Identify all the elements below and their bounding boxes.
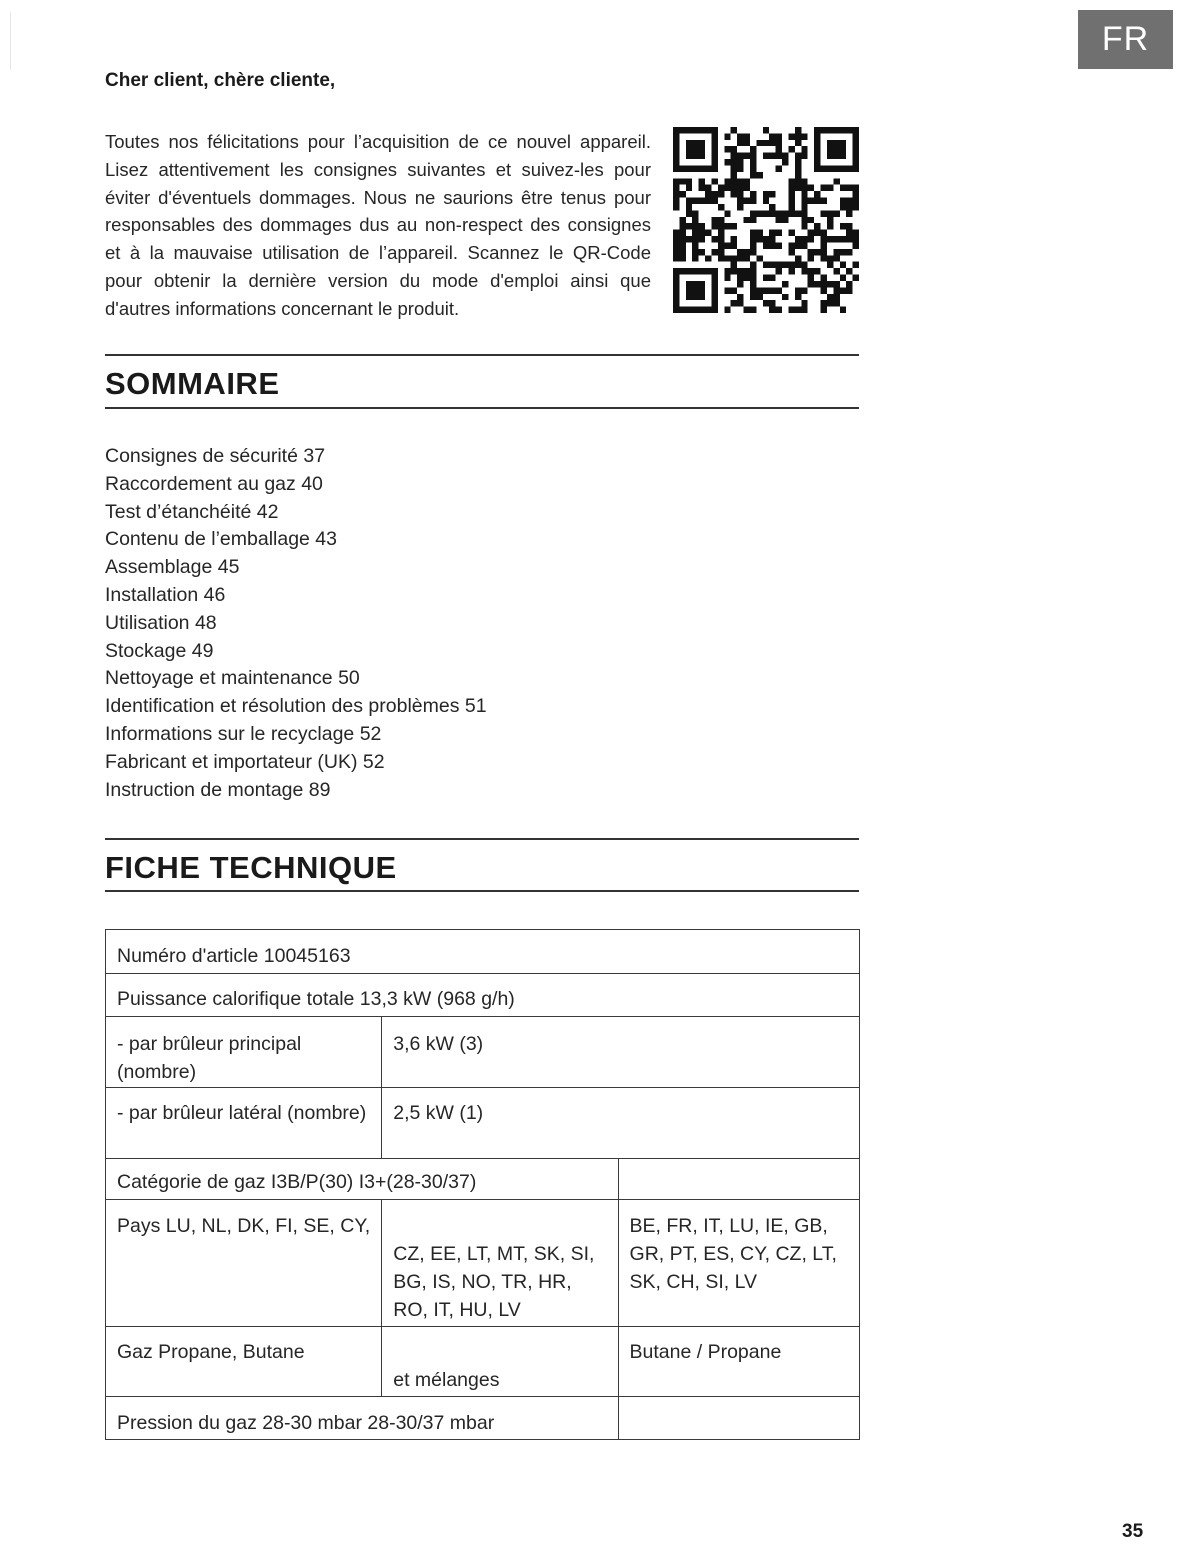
table-cell: Puissance calorifique totale 13,3 kW (968 g/h) bbox=[106, 974, 860, 1017]
toc-item[interactable]: Identification et résolution des problèmes 51 bbox=[105, 695, 487, 718]
table-row bbox=[106, 930, 860, 974]
toc-title: SOMMAIRE bbox=[105, 366, 280, 401]
language-badge: FR bbox=[1078, 10, 1173, 69]
table-cell: Catégorie de gaz I3B/P(30) I3+(28-30/37) bbox=[106, 1159, 619, 1200]
page-number: 35 bbox=[1122, 1521, 1144, 1542]
table-row bbox=[106, 1397, 860, 1440]
table-cell: Butane / Propane bbox=[618, 1327, 859, 1397]
table-row bbox=[106, 974, 860, 1017]
specs-table bbox=[105, 929, 860, 1440]
qr-code-icon[interactable] bbox=[672, 127, 860, 313]
table-cell: Pays LU, NL, DK, FI, SE, CY, bbox=[106, 1200, 382, 1327]
toc-item[interactable]: Test d’étanchéité 42 bbox=[105, 500, 279, 523]
toc-item[interactable]: Consignes de sécurité 37 bbox=[105, 445, 326, 467]
toc-item[interactable]: Raccordement au gaz 40 bbox=[105, 472, 323, 495]
greeting: Cher client, chère cliente, bbox=[105, 70, 336, 91]
table-cell: 3,6 kW (3) bbox=[382, 1017, 860, 1088]
specs-title: FICHE TECHNIQUE bbox=[105, 850, 397, 885]
toc-item[interactable]: Fabricant et importateur (UK) 52 bbox=[105, 750, 385, 773]
toc-item[interactable]: Instruction de montage 89 bbox=[105, 778, 331, 801]
table-row bbox=[106, 1017, 860, 1088]
divider bbox=[105, 890, 859, 892]
toc-item[interactable]: Stockage 49 bbox=[105, 639, 214, 662]
table-cell: et mélanges bbox=[382, 1327, 618, 1397]
toc-item[interactable]: Utilisation 48 bbox=[105, 611, 217, 634]
table-cell: - par brûleur latéral (nombre) bbox=[106, 1088, 382, 1159]
table-row bbox=[106, 1200, 860, 1327]
divider bbox=[105, 838, 859, 840]
table-cell: BE, FR, IT, LU, IE, GB, GR, PT, ES, CY, CZ, LT, SK, CH, SI, LV bbox=[618, 1200, 859, 1327]
toc-item[interactable]: Assemblage 45 bbox=[105, 556, 240, 579]
table-row bbox=[106, 1159, 860, 1200]
table-cell bbox=[618, 1397, 859, 1440]
table-cell bbox=[618, 1159, 859, 1200]
table-cell: Numéro d'article 10045163 bbox=[106, 930, 860, 974]
toc-item[interactable]: Installation 46 bbox=[105, 583, 226, 606]
table-row bbox=[106, 1327, 860, 1397]
table-cell: 2,5 kW (1) bbox=[382, 1088, 860, 1159]
toc-item[interactable]: Contenu de l’emballage 43 bbox=[105, 528, 338, 551]
table-cell: Pression du gaz 28-30 mbar 28-30/37 mbar bbox=[106, 1397, 619, 1440]
table-cell: - par brûleur principal (nombre) bbox=[106, 1017, 382, 1088]
table-of-contents bbox=[105, 443, 487, 804]
table-cell: Gaz Propane, Butane bbox=[106, 1327, 382, 1397]
toc-item[interactable]: Nettoyage et maintenance 50 bbox=[105, 667, 360, 690]
margin-rule bbox=[10, 12, 11, 70]
intro-paragraph: Toutes nos félicitations pour l’acquisition de ce nouvel appareil. Lisez attentivement les consignes suivantes et suivez-les pour éviter d'éventuels dommages. Nous ne saurions être tenus pour responsables des dommages dus au non-respect des consignes et à la mauvaise utilisation de l’appareil. Scannez le QR-Code pour obtenir la dernière version du mode d'emploi ainsi que d'autres informations concernant le produit. bbox=[105, 131, 651, 319]
table-row bbox=[106, 1088, 860, 1159]
divider bbox=[105, 354, 859, 356]
toc-item[interactable]: Informations sur le recyclage 52 bbox=[105, 722, 382, 745]
divider bbox=[105, 407, 859, 409]
table-cell: CZ, EE, LT, MT, SK, SI, BG, IS, NO, TR, HR, RO, IT, HU, LV bbox=[382, 1200, 618, 1327]
